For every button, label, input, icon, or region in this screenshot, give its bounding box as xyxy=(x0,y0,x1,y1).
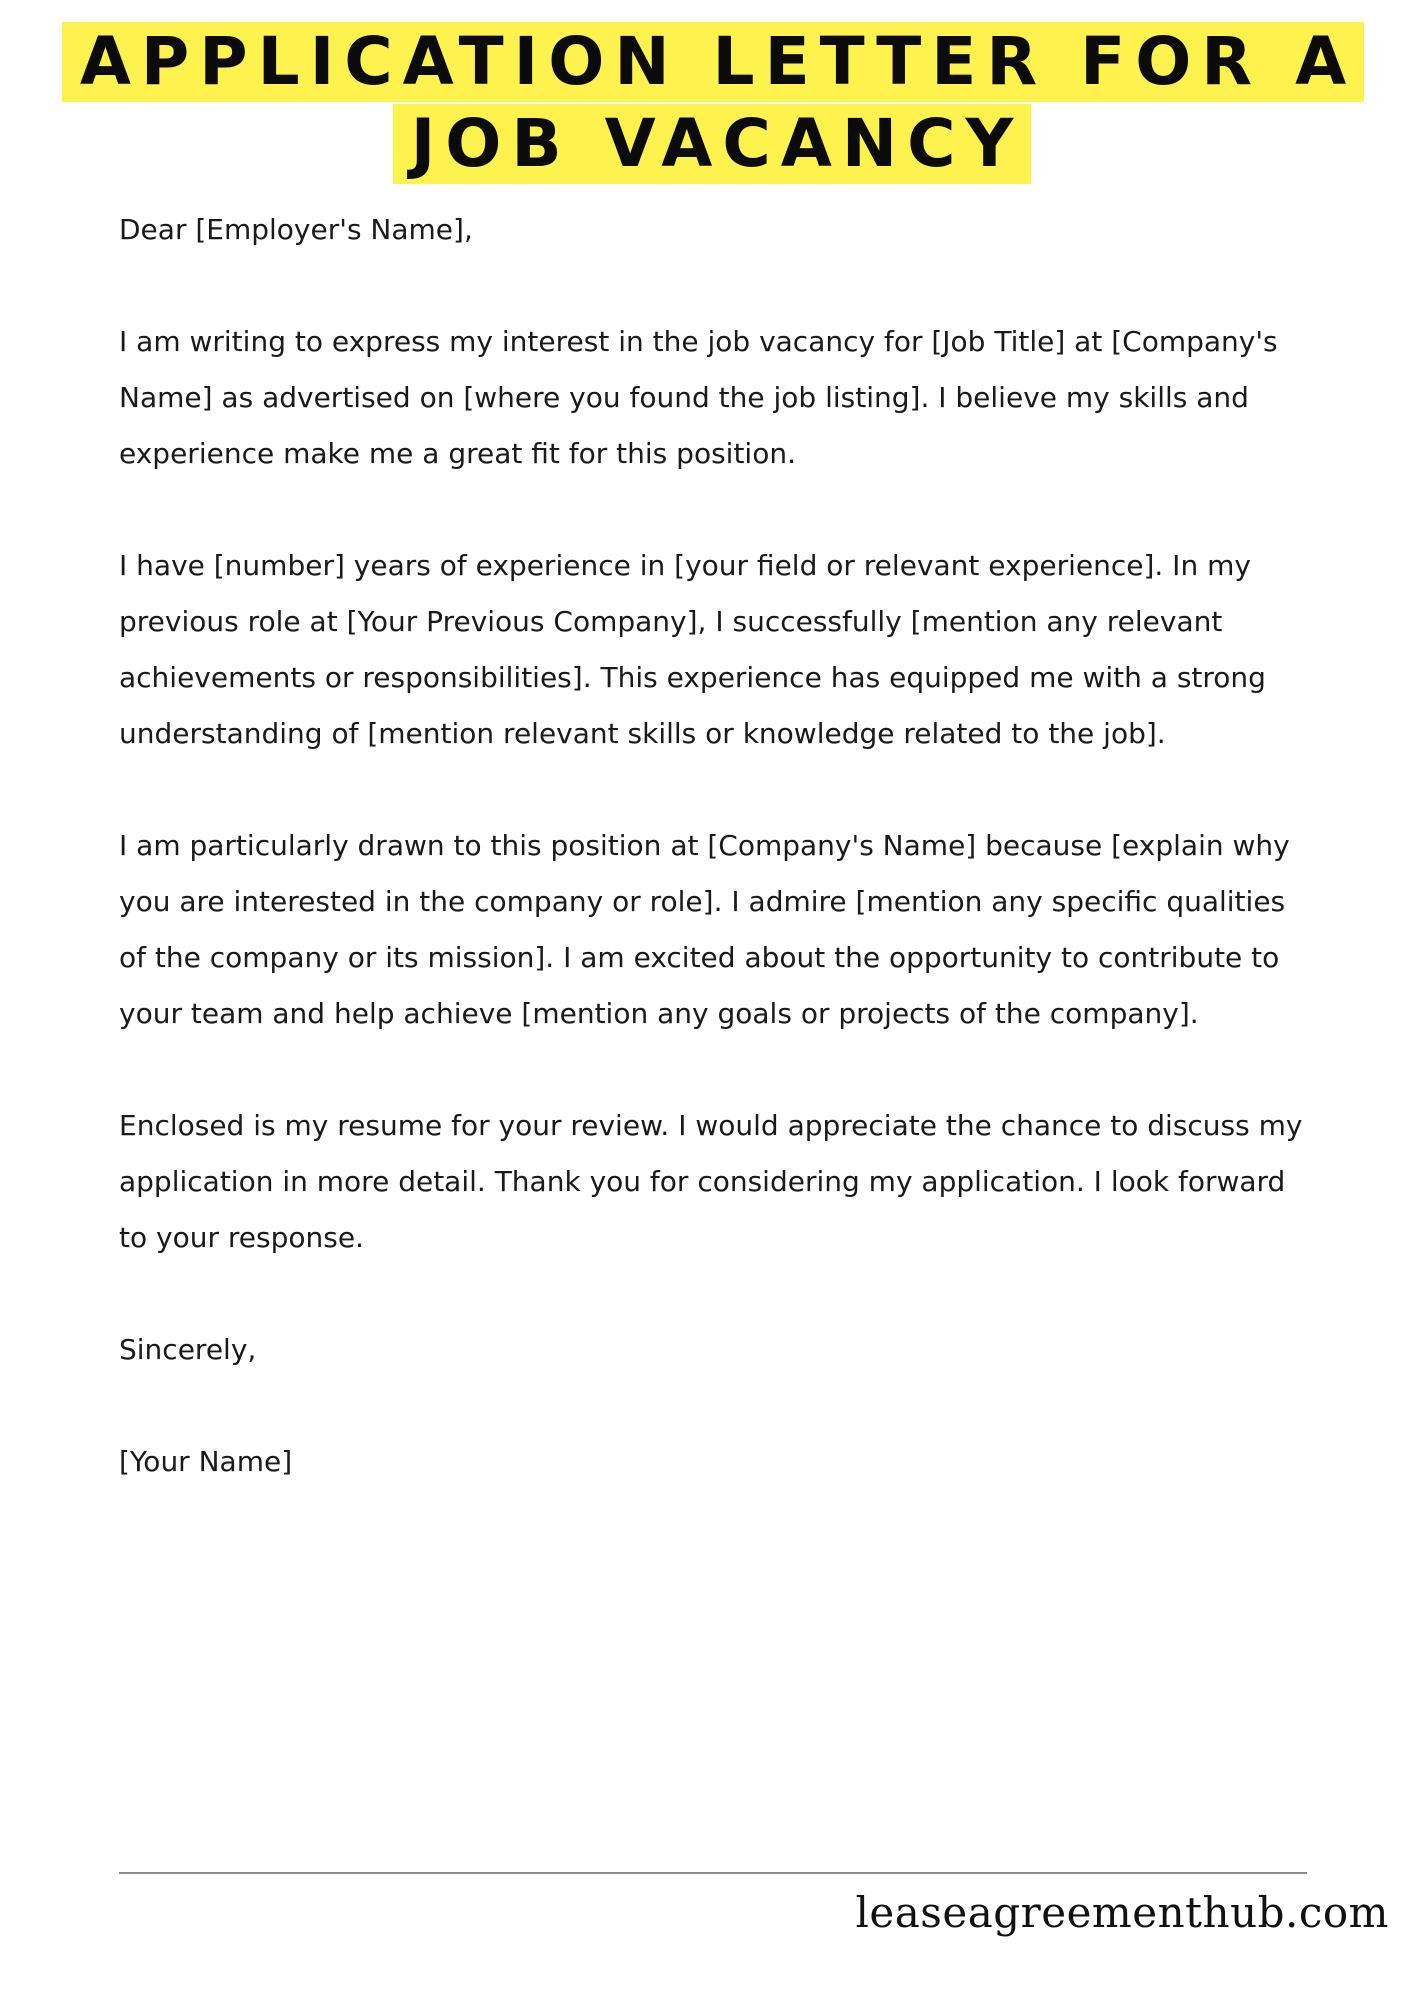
paragraph-experience: I have [number] years of experience in [your field or relevant experience]. In my previous role at [Your Previous Company], I successfully [mention any relevant achievements or responsibilities]. This experience has equipped me with a strong understanding of [mention relevant skills or knowledge related to the job]. xyxy=(119,549,1266,750)
paragraph-intro: I am writing to express my interest in the job vacancy for [Job Title] at [Company's Name] as advertised on [where you found the job listing]. I believe my skills and experience make me a great fit for this position. xyxy=(119,325,1278,470)
letter-body xyxy=(119,202,1319,1490)
document-title xyxy=(0,22,1414,184)
title-line-1: APPLICATION LETTER FOR A xyxy=(62,22,1364,102)
footer-website: leaseagreementhub.com xyxy=(855,1888,1389,1937)
paragraph-closing: Enclosed is my resume for your review. I would appreciate the chance to discuss my application in more detail. Thank you for considering my application. I look forward to your response. xyxy=(119,1109,1303,1254)
paragraph-motivation: I am particularly drawn to this position at [Company's Name] because [explain why you are interested in the company or role]. I admire [mention any specific qualities of the company or its mission]. I am excited about the opportunity to contribute to your team and help achieve [mention any goals or projects of the company]. xyxy=(119,829,1290,1030)
footer-divider xyxy=(119,1872,1307,1874)
signature: [Your Name] xyxy=(119,1445,293,1478)
title-line-2: JOB VACANCY xyxy=(393,104,1032,184)
salutation: Dear [Employer's Name], xyxy=(119,213,473,246)
closing: Sincerely, xyxy=(119,1333,257,1366)
